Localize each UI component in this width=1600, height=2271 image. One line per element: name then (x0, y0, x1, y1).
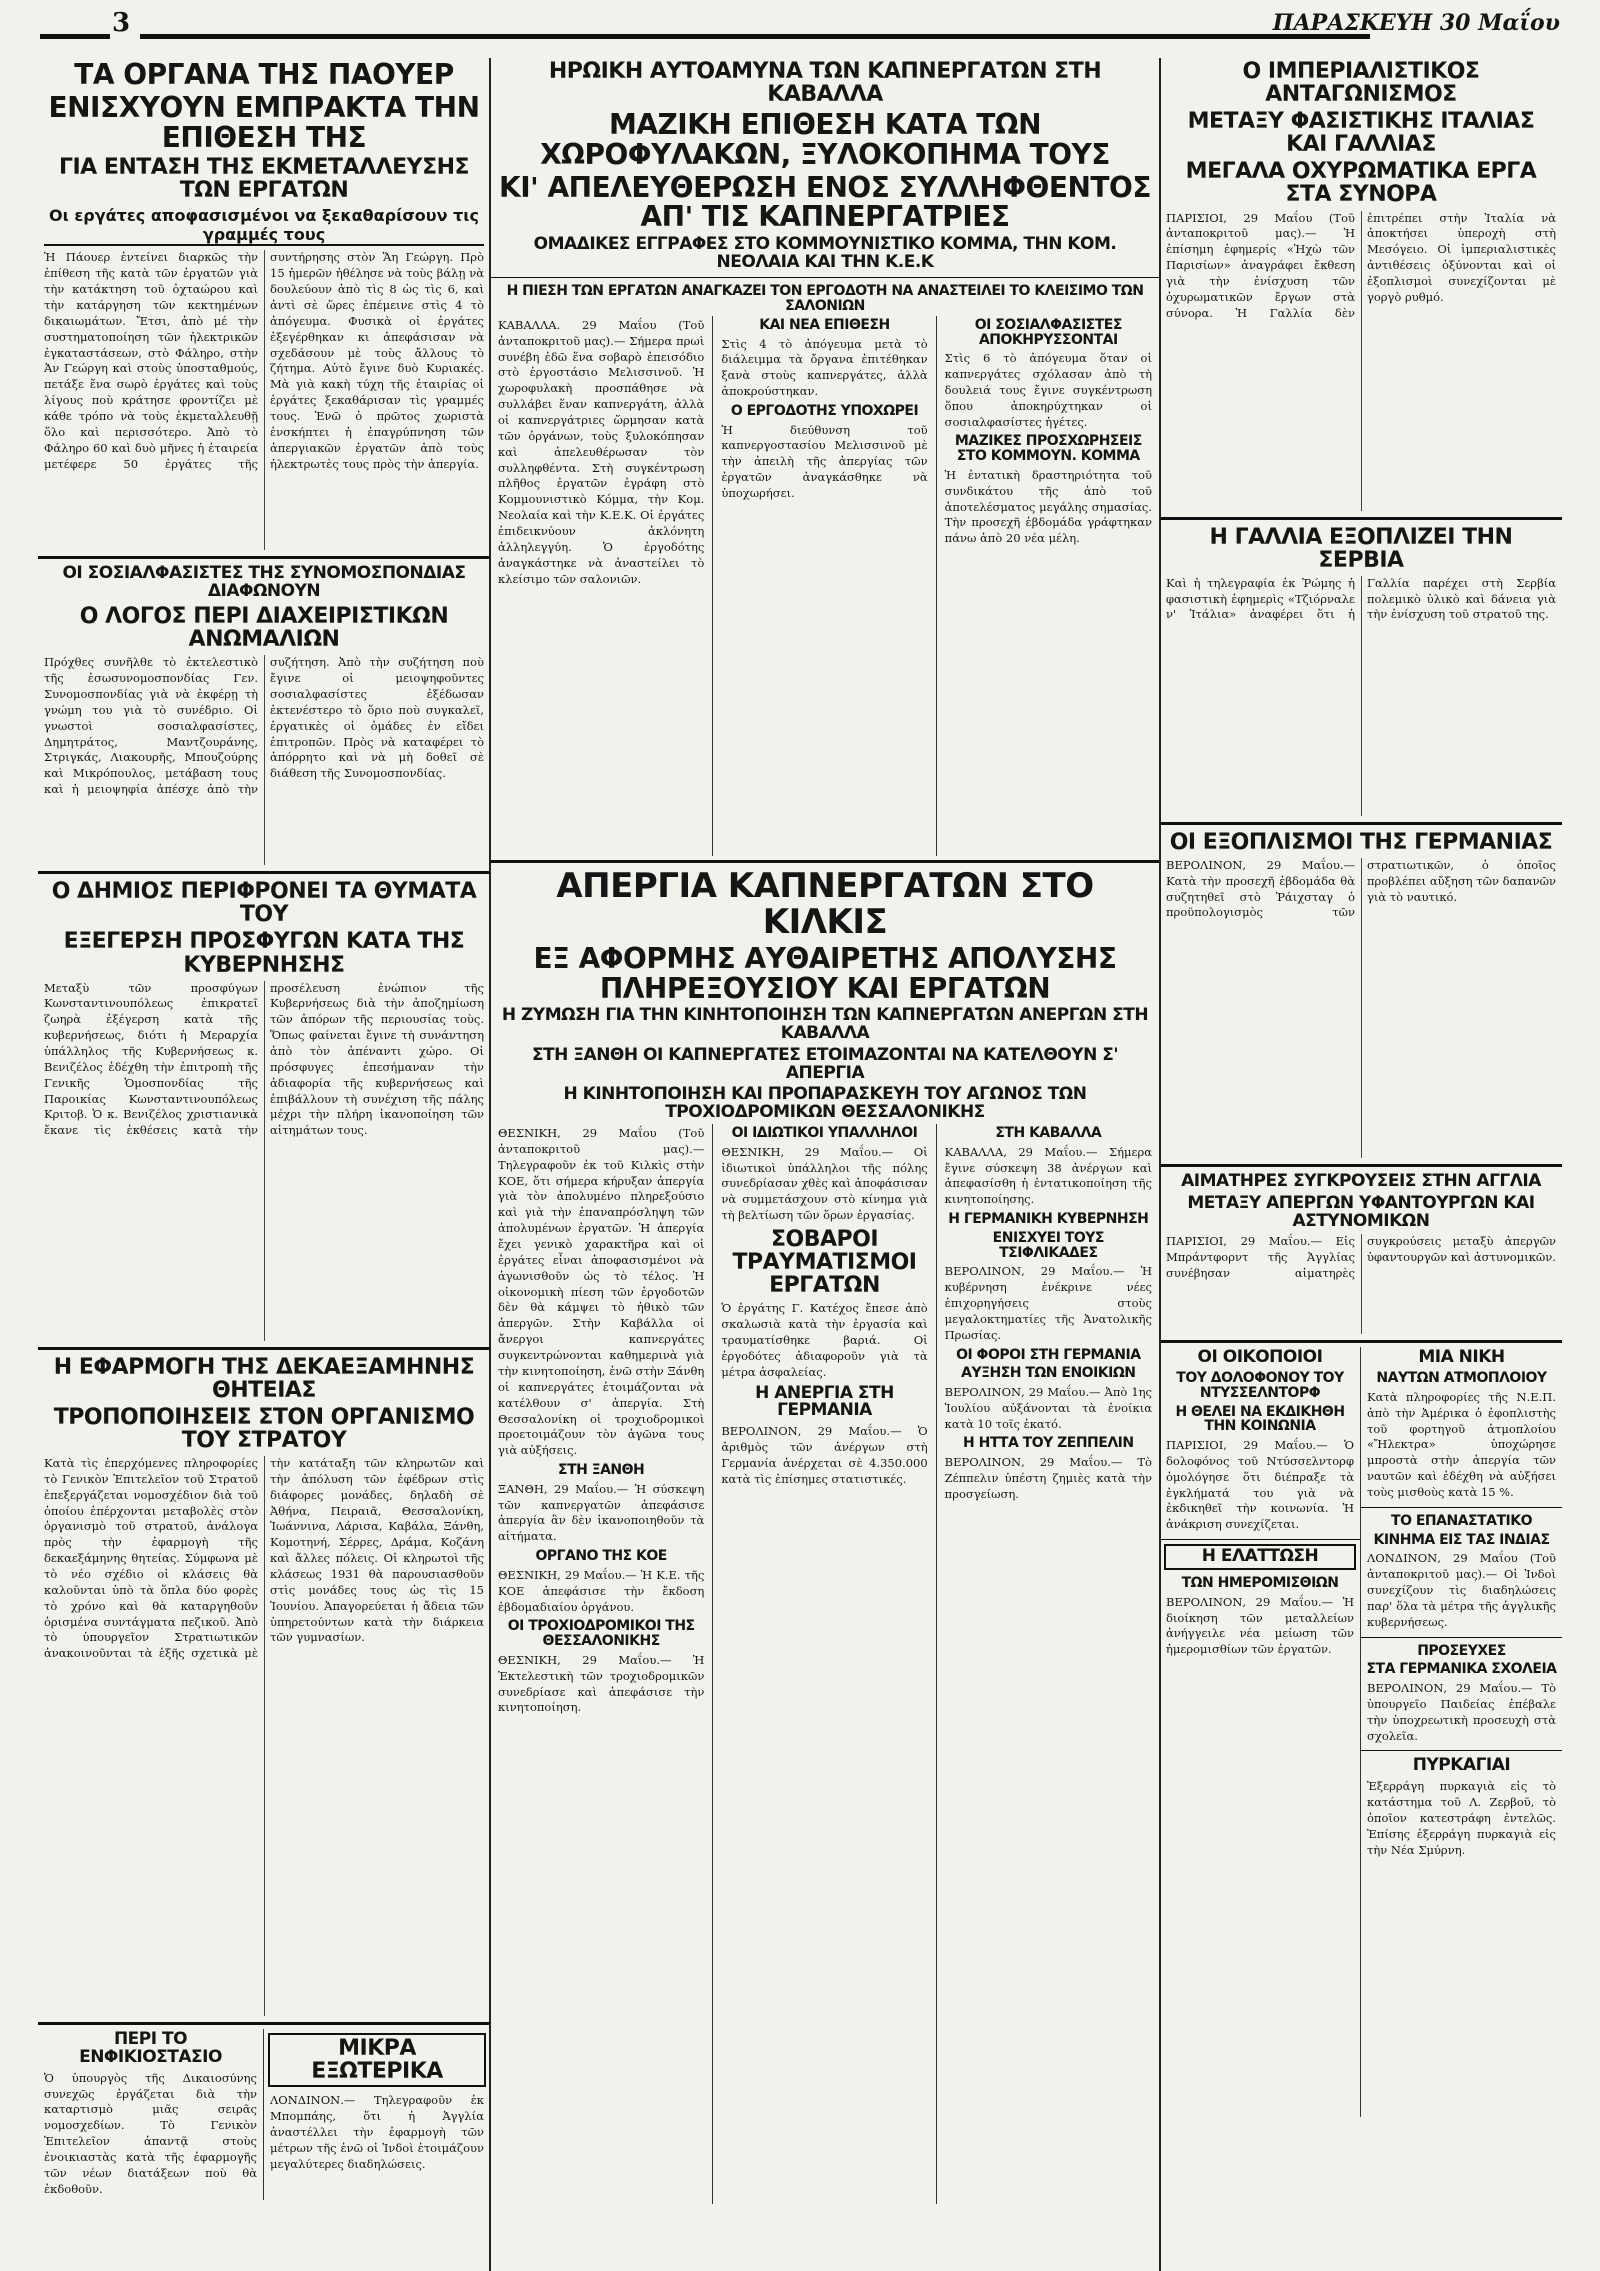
article-body: ΒΕΡΟΛΙΝΟΝ, 29 Μαΐου.— Ἡ κυβέρνηση ἐνέκρινε νέες ἐπιχορηγήσεις στοὺς μεγαλοκτηματίες τῆς Ἀνατολικῆς Πρωσίας. (944, 1264, 1152, 1342)
headline: ΗΡΩΙΚΗ ΑΥΤΟΑΜΥΝΑ ΤΩΝ ΚΑΠΝΕΡΓΑΤΩΝ ΣΤΗ ΚΑΒΑΛΛΑ (548, 59, 1102, 108)
headline: ΣΤΑ ΓΕΡΜΑΝΙΚΑ ΣΧΟΛΕΙΑ (1366, 1661, 1557, 1678)
column-right (1160, 58, 1562, 2271)
article-body: ΘΕΣΝΙΚΗ, 29 Μαΐου (Τοῦ ἀνταποκριτοῦ μας).— Τηλεγραφοῦν ἐκ τοῦ Κιλκὶς στὴν ΚΟΕ, ὅτι σήμερα κήρυξαν ἀπεργία γιὰ τὸν ἀπολυμένο πληρεξούσιο καὶ γιὰ τὴν ἐπαναπρόσληψη τῶν ἀπολυμένων ἐργατῶν. Ἡ ἀπεργία ἔχει γενικὸ χαρακτῆρα καὶ οἱ ἐργάτες εἶναι ἀποφασισμένοι νὰ ἀγωνισθοῦν ὡς τὸ τέλος. Ἡ οἰκονομικὴ πίεση τῶν ἐργοδοτῶν δὲν θὰ κάμψει τὸ ἠθικὸ τῶν ἀπεργῶν. Στὴν Καβάλλα οἱ ἄνεργοι καπνεργάτες συγκεντρώνονται καθημερινὰ γιὰ τὴν κινητοποίηση, ἐνῶ στὴν Ξάνθη οἱ καπνεργάτες ἑτοιμάζονται νὰ κατέλθουν σ' ἀπεργία. Στὴ Θεσσαλονίκη οἱ τροχιοδρομικοὶ προετοιμάζουν τὸν ἀγῶνα τους γιὰ αὐξήσεις. (498, 1126, 705, 1458)
article-body: Ὁ ὑπουργὸς τῆς Δικαιοσύνης συνεχῶς ἐργάζεται διὰ τὴν καταρτισμὸ μιᾶς σειρᾶς νομοσχεδίων. Τὸ Γενικὸν Ἐπιτελεῖον ἀπαντᾷ στοὺς ἐνοικιαστὰς κατὰ τῆς ἐφαρμογῆς τῶν νέων διατάξεων ποὺ θὰ ἐκδοθοῦν. (44, 2070, 257, 2196)
headline: ΕΞ ΑΦΟΡΜΗΣ ΑΥΘΑΙΡΕΤΗΣ ΑΠΟΛΥΣΗΣ ΠΛΗΡΕΞΟΥΣΙΟΥ ΚΑΙ ΕΡΓΑΤΩΝ (533, 942, 1117, 1005)
article-body: Μεταξὺ τῶν προσφύγων Κωνσταντινουπόλεως ἐπικρατεῖ ζωηρὰ ἐξέγερση κατὰ τῆς κυβερνήσεως, διότι ἡ Μεραρχία ὑπάλληλος τῆς Κυβερνήσεως κ. Βενιζέλος ἐδέχθη τὴν ἐπιτροπὴ τῆς Γενικῆς Ὁμοσπονδίας τῆς Παροικίας Κωνσταντινουπόλεως Κριτοβ. Ὁ κ. Βενιζέλος χριστιανικὰ ἔκανε τὶς ἐκθέσεις κατὰ τὴν προσέλευση ἐνώπιον τῆς Κυβερνήσεως διὰ τὴν ἀποζημίωση τῶν ἀπόρων τῆς περιουσίας τοὺς. Ὅπως φαίνεται ἔγινε τὴ συνάντηση ἀπὸ τὸν ἀπέναντι χώρο. Οἱ πρόσφυγες ἐπεσήμαναν τὴν ἀδιαφορία τῆς κυβερνήσεως καὶ ἐπιβάλλουν τὴ συνέχιση τῆς πάλης μέχρι τὴν πλήρη ἱκανοποίηση τῶν αἰτημάτων τους. (44, 980, 484, 1138)
article-brief (264, 2029, 490, 2200)
headline: ΠΥΡΚΑΓΙΑΙ (1412, 1755, 1511, 1776)
subheadline: ΜΑΖΙΚΕΣ ΠΡΟΣΧΩΡΗΣΕΙΣ ΣΤΟ ΚΟΜΜΟΥΝ. ΚΟΜΜΑ (954, 433, 1142, 465)
headline: Η ΚΙΝΗΤΟΠΟΙΗΣΗ ΚΑΙ ΠΡΟΠΑΡΑΣΚΕΥΗ ΤΟΥ ΑΓΩΝΟΣ ΤΩΝ ΤΡΟΧΙΟΔΡΟΜΙΚΩΝ ΘΕΣΣΑΛΟΝΙΚΗΣ (563, 1084, 1087, 1123)
subheadline: Η ΑΝΕΡΓΙΑ ΣΤΗ ΓΕΡΜΑΝΙΑ (755, 1382, 894, 1421)
article-columns (490, 316, 1160, 856)
headline: ΕΞΕΓΕΡΣΗ ΠΡΟΣΦΥΓΩΝ ΚΑΤΑ ΤΗΣ ΚΥΒΕΡΝΗΣΗΣ (63, 929, 465, 978)
article-body: ΒΕΡΟΛΙΝΟΝ, 29 Μαΐου.— Κατὰ τὴν προσεχῆ ἐβδομάδα θὰ συζητηθεῖ στὸ Ῥάιχσταγ ὁ προϋπολογισμὸς τῶν στρατιωτικῶν, ὁ ὁποῖος προβλέπει αὔξηση τῶν δαπανῶν γιὰ τὸ ναυτικό. (1166, 857, 1556, 920)
article-body: ΞΑΝΘΗ, 29 Μαΐου.— Ἡ σύσκεψη τῶν καπνεργατῶν ἀπεφάσισε ἀπεργία ἂν δὲν ἱκανοποιηθοῦν τὰ αἰτήματα. (498, 1481, 705, 1544)
page-number: 3 (112, 8, 131, 38)
article-body: ΒΕΡΟΛΙΝΟΝ, 29 Μαΐου.— Ὁ ἀριθμὸς τῶν ἀνέργων στὴ Γερμανία ἀνέρχεται σὲ 4.350.000 κατὰ τὶς ἐπίσημες στατιστικές. (721, 1424, 928, 1486)
headline: ΤΟ ΕΠΑΝΑΣΤΑΤΙΚΟ (1391, 1512, 1532, 1529)
headline: Η ΕΛΑΤΤΩΣΗ (1164, 1544, 1356, 1570)
headline: ΤΩΝ ΗΜΕΡΟΜΙΣΘΙΩΝ (1181, 1574, 1339, 1591)
headline: Η ΕΦΑΡΜΟΓΗ ΤΗΣ ΔΕΚΑΕΞΑΜΗΝΗΣ ΘΗΤΕΙΑΣ (53, 1354, 475, 1403)
article-body: Ἐξερράγη πυρκαγιὰ εἰς τὸ κατάστημα τοῦ Λ. Ζερβοῦ, τὸ ὁποῖον κατεστράφη ἐντελῶς. Ἐπίσης ἐξερράγη πυρκαγιὰ εἰς τὴν Νέα Σμύρνη. (1367, 1779, 1556, 1857)
bottom-briefs (38, 2029, 490, 2200)
headline: ΠΡΟΣΕΥΧΕΣ (1417, 1642, 1506, 1659)
article-body: ΚΑΒΑΛΛΑ. 29 Μαΐου (Τοῦ ἀνταποκριτοῦ μας).— Σήμερα πρωὶ συνέβη ἐδῶ ἕνα σοβαρὸ ἐπεισόδιο στὸ ἐργοστάσιο Μελισσινοῦ. Ἡ χωροφυλακὴ προσπάθησε νὰ συλλάβει ἕναν καπνεργάτη, ἀλλὰ οἱ καπνεργάτριες ὥρμησαν κατὰ τῶν ὀργάνων, τοὺς ξυλοκόπησαν καὶ ἀπελευθέρωσαν τὸν συλληφθέντα. Στὴ συγκέντρωση πλῆθος ἐργατῶν ἐγράφη στὸ Κομμουνιστικὸ Κόμμα, τὴν Κομ. Νεολαία καὶ τὴν Κ.Ε.Κ. Οἱ ἐργάτες ἐπιδεικνύουν ἀκλόνητη ἀλληλεγγύη. Ὁ ἐργοδότης ἀναγκάστηκε νὰ ἀναστείλει τὸ κλείσιμο τῶν σαλονιῶν. (498, 317, 705, 586)
headline: ΜΑΖΙΚΗ ΕΠΙΘΕΣΗ ΚΑΤΑ ΤΩΝ ΧΩΡΟΦΥΛΑΚΩΝ, ΞΥΛΟΚΟΠΗΜΑ ΤΟΥΣ (540, 108, 1110, 171)
article-body: ΒΕΡΟΛΙΝΟΝ, 29 Μαΐου.— Τὸ Ζέππελιν ὑπέστη ζημιὲς κατὰ τὴν προσγείωση. (944, 1455, 1152, 1501)
subheadline: Η ΓΕΡΜΑΝΙΚΗ ΚΥΒΕΡΝΗΣΗ (948, 1211, 1149, 1228)
article-body: ΚΑΒΑΛΛΑ, 29 Μαΐου.— Σήμερα ἔγινε σύσκεψη 38 ἀνέργων καὶ ἀπεφασίσθη ἡ ἐντατικοποίηση τῆς κινητοποίησης. (944, 1144, 1152, 1207)
article-body: ΘΕΣΝΙΚΗ, 29 Μαΐου.— Ἡ Κ.Ε. τῆς ΚΟΕ ἀπεφάσισε τὴν ἔκδοση ἑβδομαδιαίου ὀργάνου. (498, 1567, 705, 1614)
headline: ΟΙ ΣΟΣΙΑΛΦΑΣΙΣΤΕΣ ΤΗΣ ΣΥΝΟΜΟΣΠΟΝΔΙΑΣ ΔΙΑΦΩΝΟΥΝ (62, 563, 466, 602)
headline: ΑΙΜΑΤΗΡΕΣ ΣΥΓΚΡΟΥΣΕΙΣ ΣΤΗΝ ΑΓΓΛΙΑ (1181, 1170, 1541, 1191)
headline: Η ΠΙΕΣΗ ΤΩΝ ΕΡΓΑΤΩΝ ΑΝΑΓΚΑΖΕΙ ΤΟΝ ΕΡΓΟΔΟΤΗ ΝΑ ΑΝΑΣΤΕΙΛΕΙ ΤΟ ΚΛΕΙΣΙΜΟ ΤΩΝ ΣΑΛΟΝΙΩΝ (506, 283, 1144, 315)
bottom-briefs (1160, 1347, 1562, 2117)
headline: ΓΙΑ ΕΝΤΑΣΗ ΤΗΣ ΕΚΜΕΤΑΛΛΕΥΣΗΣ ΤΩΝ ΕΡΓΑΤΩΝ (58, 155, 470, 204)
headline: ΜΙΚΡΑ ΕΞΩΤΕΡΙΚΑ (268, 2033, 486, 2087)
headline: ΕΝΙΣΧΥΟΥΝ ΕΜΠΡΑΚΤΑ ΤΗΝ ΕΠΙΘΕΣΗ ΤΗΣ (48, 91, 480, 154)
subheadline: ΟΙ ΣΟΣΙΑΛΦΑΣΙΣΤΕΣ ΑΠΟΚΗΡΥΣΣΟΝΤΑΙ (974, 316, 1122, 348)
headline: ΑΠΕΡΓΙΑ ΚΑΠΝΕΡΓΑΤΩΝ ΣΤΟ ΚΙΛΚΙΣ (556, 866, 1094, 942)
subheadline: ΟΡΓΑΝΟ ΤΗΣ ΚΟΕ (535, 1548, 667, 1565)
subheadline: ΣΟΒΑΡΟΙ ΤΡΑΥΜΑΤΙΣΜΟΙ ΕΡΓΑΤΩΝ (732, 1227, 917, 1299)
article-brief (38, 2029, 264, 2200)
article-kavala-tobacco (490, 58, 1160, 856)
headline: ΟΙ ΟΙΚΟΠΟΙΟΙ (1197, 1347, 1323, 1368)
headline: ΟΜΑΔΙΚΕΣ ΕΓΓΡΑΦΕΣ ΣΤΟ ΚΟΜΜΟΥΝΙΣΤΙΚΟ ΚΟΜΜΑ, ΤΗΝ ΚΟΜ. ΝΕΟΛΑΙΑ ΚΑΙ ΤΗΝ Κ.Ε.Κ (533, 233, 1117, 272)
article-body: ΒΕΡΟΛΙΝΟΝ, 29 Μαΐου.— Τὸ ὑπουργεῖο Παιδείας ἐπέβαλε τὴν ὑποχρεωτικὴ προσευχὴ στὰ σχολεῖα. (1367, 1680, 1556, 1743)
subheadline: ΕΝΙΣΧΥΕΙ ΤΟΥΣ ΤΣΙΦΛΙΚΑΔΕΣ (992, 1229, 1104, 1261)
headline: ΜΕΤΑΞΥ ΦΑΣΙΣΤΙΚΗΣ ΙΤΑΛΙΑΣ ΚΑΙ ΓΑΛΛΙΑΣ (1187, 109, 1535, 158)
article-body: ΛΟΝΔΙΝΟΝ, 29 Μαΐου (Τοῦ ἀνταποκριτοῦ μας).— Οἱ Ἰνδοὶ συνεχίζουν τὶς διαδηλώσεις παρ' ὅλα τὰ μέτρα τῆς ἀγγλικῆς κυβερνήσεως. (1367, 1551, 1556, 1629)
subheadline: Ο ΕΡΓΟΔΟΤΗΣ ΥΠΟΧΩΡΕΙ (730, 402, 919, 419)
article-body: Ὁ ἐργάτης Γ. Κατέχος ἔπεσε ἀπὸ σκαλωσιὰ κατὰ τὴν ἐργασία καὶ τραυματίσθηκε βαριά. Οἱ ἐργοδότες ἀδιαφοροῦν γιὰ τὰ μέτρα ἀσφαλείας. (721, 1301, 928, 1379)
headline: ΜΙΑ ΝΙΚΗ (1418, 1347, 1505, 1368)
article-imperialist-rivalry (1160, 58, 1562, 513)
headline: ΝΑΥΤΩΝ ΑΤΜΟΠΛΟΙΟΥ (1376, 1370, 1547, 1387)
headline: Η ΘΕΛΕΙ ΝΑ ΕΚΔΙΚΗΘΗ ΤΗΝ ΚΟΙΝΩΝΙΑ (1175, 1403, 1345, 1435)
article-social-fascists (38, 563, 490, 867)
article-body: Πρόχθες συνῆλθε τὸ ἐκτελεστικὸ τῆς ἐσωσυνομοσπονδίας Γεν. Συνομοσπονδίας γιὰ νὰ ἐκφέρῃ τὴ γνώμη του γιὰ τὸ συνέδριο. Οἱ γνωστοὶ σοσιαλφασίστες, Δημητράτος, Μαντζουράνης, Στριγκάς, Λιακουρῆς, Μπουζούρης καὶ Μικρόπουλος, μετάβαση τους καὶ ἡ μειοψηφία ἀπέσχε ἀπὸ τὴν συζήτηση. Ἀπὸ τὴν συζήτηση ποὺ ἔγινε οἱ μειοψηφοῦντες σοσιαλφασίστες ἐξέδωσαν ἐκτενέστερο τὸ ὅριο ποὺ συγκαλεῖ, ἐργατικὲς οἱ ὁμάδες ἐν εἴδει ἐπιτροπῶν. Πρὸς νὰ καταφέρει τὸ ἀπόρρητο καὶ νὰ μὴ δοθεῖ σὲ διάθεση τῆς Συνομοσπονδίας. (44, 655, 484, 797)
column-center (490, 58, 1160, 2271)
subheadline: Οι εργάτες αποφασισμένοι να ξεκαθαρίσουν τις γραμμές τους (44, 206, 484, 246)
article-body: ΘΕΣΝΙΚΗ, 29 Μαΐου.— Ἡ Ἐκτελεστικὴ τῶν τροχιοδρομικῶν συνεδρίασε καὶ ἀπεφάσισε τὴν κινητοποίηση. (498, 1652, 705, 1715)
subheadline: ΣΤΗ ΞΑΝΘΗ (558, 1462, 645, 1479)
headline: ΜΕΤΑΞΥ ΑΠΕΡΓΩΝ ΥΦΑΝΤΟΥΡΓΩΝ ΚΑΙ ΑΣΤΥΝΟΜΙΚΩΝ (1187, 1192, 1535, 1231)
article-body: Ἡ διεύθυνση τοῦ καπνεργοστασίου Μελισσινοῦ μὲ τὴν ἀπειλὴ τῆς ἀπεργίας τῶν ἐργατῶν ἀναγκάσθηκε νὰ ὑποχωρήσει. (721, 422, 928, 501)
article-france-serbia (1160, 524, 1562, 818)
headline: Η ΓΑΛΛΙΑ ΕΞΟΠΛΙΖΕΙ ΤΗΝ ΣΕΡΒΙΑ (1209, 524, 1513, 573)
headline: ΤΟΥ ΔΟΛΟΦΟΝΟΥ ΤΟΥ ΝΤΥΣΣΕΛΝΤΟΡΦ (1176, 1370, 1344, 1401)
article-body: ΠΑΡΙΣΙΟΙ, 29 Μαΐου.— Εἰς Μπράντφορντ τῆς Ἀγγλίας συνέβησαν αἱματηρὲς συγκρούσεις μεταξὺ ἀπεργῶν ὑφαντουργῶν καὶ ἀστυνομικῶν. (1166, 1234, 1556, 1281)
headline: ΤΑ ΟΡΓΑΝΑ ΤΗΣ ΠΑΟΥΕΡ (74, 58, 454, 91)
headline: ΚΙΝΗΜΑ ΕΙΣ ΤΑΣ ΙΝΔΙΑΣ (1373, 1531, 1550, 1548)
article-power-company (38, 58, 490, 552)
subheadline: ΟΙ ΤΡΟΧΙΟΔΡΟΜΙΚΟΙ ΤΗΣ ΘΕΣΣΑΛΟΝΙΚΗΣ (507, 1618, 695, 1650)
article-body: ΠΑΡΙΣΙΟΙ, 29 Μαΐου.— Ὁ δολοφόνος τοῦ Ντύσσελντορφ ὁμολόγησε ὅτι διέπραξε τὰ ἐγκλήματά του γιὰ νὰ ἐκδικηθεῖ τὴν κοινωνία. Ἡ ἀνάκριση συνεχίζεται. (1166, 1437, 1354, 1532)
article-body: ΘΕΣΝΙΚΗ, 29 Μαΐου.— Οἱ ἰδιωτικοὶ ὑπάλληλοι τῆς πόλης συνεδρίασαν χθὲς καὶ ἀποφάσισαν νὰ συμμετάσχουν στὸ κίνημα γιὰ τὴ βελτίωση τῶν ὅρων ἐργασίας. (721, 1144, 928, 1223)
subheadline: ΑΥΞΗΣΗ ΤΩΝ ΕΝΟΙΚΙΩΝ (961, 1365, 1136, 1382)
article-body: ΛΟΝΔΙΝΟΝ.— Τηλεγραφοῦν ἐκ Μπομπάης, ὅτι ἡ Ἀγγλία ἀναστέλλει τὴν ἐφαρμογὴ τῶν μέτρων τῆς ἐνῶ οἱ Ἰνδοὶ ἑτοιμάζουν μεγαλύτερες διαδηλώσεις. (270, 2093, 484, 2171)
column-left (38, 58, 490, 2271)
subheadline: ΟΙ ΙΔΙΩΤΙΚΟΙ ΥΠΑΛΛΗΛΟΙ (731, 1125, 918, 1142)
article-england-clashes (1160, 1171, 1562, 1337)
subheadline: ΣΤΗ ΚΑΒΑΛΛΑ (995, 1125, 1102, 1142)
article-body: Καὶ ἡ τηλεγραφία ἐκ Ῥώμης ἡ φασιστικὴ ἐφημερὶς «Τζιόρναλε ν' Ἰτάλια» ἀναφέρει ὅτι ἡ Γαλλία παρέχει στὴ Σερβία πολεμικὸ ὑλικὸ καὶ δάνεια γιὰ τὴν ἐνίσχυση τοῦ στρατοῦ της. (1166, 575, 1556, 622)
masthead-rule (140, 34, 1370, 39)
article-kilkis-strike (490, 867, 1160, 2204)
headline: ΤΡΟΠΟΠΟΙΗΣΕΙΣ ΣΤΟΝ ΟΡΓΑΝΙΣΜΟ ΤΟΥ ΣΤΡΑΤΟΥ (53, 1404, 475, 1453)
article-german-armament (1160, 829, 1562, 1160)
article-body: Στὶς 6 τὸ ἀπόγευμα ὅταν οἱ καπνεργάτες σχόλασαν ἀπὸ τὴ δουλειά τους ἔγινε συγκέντρωση ὅπου ἀποκηρύχτηκαν οἱ σοσιαλφασίστες ἡγέτες. (944, 351, 1152, 429)
headline: Ο ΙΜΠΕΡΙΑΛΙΣΤΙΚΟΣ ΑΝΤΑΓΩΝΙΣΜΟΣ (1242, 59, 1480, 108)
headline: ΚΙ' ΑΠΕΛΕΥΘΕΡΩΣΗ ΕΝΟΣ ΣΥΛΛΗΦΘΕΝΤΟΣ ΑΠ' ΤΙΣ ΚΑΠΝΕΡΓΑΤΡΙΕΣ (499, 170, 1151, 234)
article-body: Ἡ Πάουερ ἐντείνει διαρκῶς τὴν ἐπίθεση τῆς κατὰ τῶν ἐργατῶν γιὰ τὴν κατάκτηση τοῦ ὀχταώρου καὶ τὴν κατάργηση τῶν κεκτημένων δικαιωμάτων. Ἔτσι, ἀπὸ μέ τὴν συστηματοποίηση τῶν ἠλεκτρικῶν ἐγκαταστάσεων, στὸ Φάληρο, στὴν Ἀν Γεώργη καὶ στοὺς ὑποσταθμούς, πετάξε ἕνα σωρὸ ἐργάτες καὶ τοὺς λίγους ποὺ κράτησε φροντίζει μὲ κάθε τρόπο νὰ τοὺς ἐκμεταλλευθῇ ὅλο καὶ περισσότερο. Ἀπὸ τὸ Φάληρο 60 καὶ δυὸ μῆνες ἡ ἑταιρεία μετέφερε 50 ἐργάτες τῆς συντήρησης στὸν Ἅη Γεώργη. Πρὸ 15 ἡμερῶν ἠθέλησε νὰ τοὺς βάλῃ νὰ δουλεύουν ἀπὸ τὶς 8 ὡς τὶς 6, καὶ ἀντὶ σὲ ὥρες ἐπέμεινε στὶς 4 τὸ ἀπόγευμα. Φυσικὰ οἱ ἐργάτες ἐξεγέρθηκαν κι ἀπεφάσισαν νὰ σχεδάσουν μὲ τοὺς ἄλλους τὸ ζήτημα. Αὐτὸ ἔγινε δυὸ Κυριακές. Μὰ γιὰ κακὴ τύχη τῆς ἑταιρίας οἱ ἐργάτες ξεκαθάρισαν τὶς γραμμές τους. Ἐνῶ ὁ πρῶτος χωριστὰ ἐνσκήπτει ἡ ἐπαγρύπνηση τῶν ἀπεργιακῶν ἐργατῶν ἀπὸ τοὺς ἠλεκτρωτὲς τους πρὸς τὴν ἀπεργία. (44, 250, 484, 471)
article-army-service (38, 1354, 490, 2018)
article-body: Ἡ ἐντατικὴ δραστηριότητα τοῦ συνδικάτου τῆς ἀπὸ τοῦ ἀποτελέσματος μεγάλης σημασίας. Τὴν προσεχῆ ἑβδομάδα γράφτηκαν πάνω ἀπὸ 20 νέα μέλη. (944, 467, 1152, 546)
article-refugees (38, 878, 490, 1342)
headline: Ο ΔΗΜΙΟΣ ΠΕΡΙΦΡΟΝΕΙ ΤΑ ΘΥΜΑΤΑ ΤΟΥ (51, 879, 477, 928)
masthead (0, 0, 1600, 58)
headline: ΜΕΓΑΛΑ ΟΧΥΡΩΜΑΤΙΚΑ ΕΡΓΑ ΣΤΑ ΣΥΝΟΡΑ (1185, 159, 1537, 208)
article-columns (490, 1124, 1160, 2204)
article-body: Κατὰ τὶς ἐπερχόμενες πληροφορίες τὸ Γενικὸν Ἐπιτελεῖον τοῦ Στρατοῦ ἐπεξεργάζεται νομοσχέδιον διὰ τοῦ ὁποίου ἐπέρχονται μεταβολὲς στὸν ὀργανισμὸ τοῦ στρατοῦ, ἀνάλογα πρὸς τὴν ἐφαρμογὴ τῆς δεκαεξάμηνης θητείας. Σύμφωνα μὲ τὸ νέο σχέδιο οἱ κλάσεις θὰ καλοῦνται ὑπὸ τὰ ὅπλα δύο φορὲς τὸ χρόνο καὶ θὰ καταργηθοῦν ὁρισμένα συντάγματα πεζικοῦ. Ἀπὸ τὸ ὑπουργεῖον Στρατιωτικῶν ἀνακοινοῦνται τὰ ἑξῆς σχετικὰ μὲ τὴν κατάταξη τῶν κληρωτῶν καὶ τὴν ἀπόλυση τῶν ἐφέδρων στὶς διάφορες μονάδες, δηλαδὴ σὲ Ἀθήνα, Πειραιᾶ, Θεσσαλονίκη, Ἰωάννινα, Λάρισα, Καβάλα, Ξάνθη, Κομοτηνή, Σέρρες, Δράμα, Κοζάνη καὶ ἄλλες πόλεις. Οἱ κληρωτοὶ τῆς κλάσεως 1931 θὰ παρουσιασθοῦν στὶς μονάδες τους ὡς τὶς 15 Ἰουνίου. Ἀπαγορεύεται ἡ ἄδεια τῶν ὑπηρετούντων κατὰ τὴν διάρκεια τῶν γυμνασίων. (44, 1455, 484, 1661)
article-body: Στὶς 4 τὸ ἀπόγευμα μετὰ τὸ διάλειμμα τὰ ὄργανα ἐπιτέθηκαν ξανὰ στοὺς καπνεργάτες, ἀλλὰ ἀποκρούστηκαν. (721, 336, 928, 399)
article-body: ΒΕΡΟΛΙΝΟΝ, 29 Μαΐου.— Ἡ διοίκηση τῶν μεταλλείων ἀνήγγειλε νέα μείωση τῶν ἡμερομισθίων τῶν ἐργατῶν. (1166, 1594, 1354, 1657)
headline: ΟΙ ΕΞΟΠΛΙΣΜΟΙ ΤΗΣ ΓΕΡΜΑΝΙΑΣ (1169, 829, 1553, 855)
masthead-rule-left (40, 34, 110, 39)
issue-date: ΠΑΡΑΣΚΕΥΗ 30 Μαΐου (1272, 10, 1560, 36)
article-body: ΒΕΡΟΛΙΝΟΝ, 29 Μαΐου.— Ἀπὸ 1ης Ἰουλίου αὐξάνονται τὰ ἐνοίκια κατὰ 10 τοῖς ἑκατό. (944, 1384, 1152, 1431)
headline: ΠΕΡΙ ΤΟ ΕΝΦΙΚΙΟΣΤΑΣΙΟ (79, 2028, 222, 2067)
article-body: Κατὰ πληροφορίες τῆς Ν.Ε.Π. ἀπὸ τὴν Ἀμέρικα ὁ ἐφοπλιστὴς τοῦ φορτηγοῦ ἀτμοπλοίου «Ἤλεκτρα» ὑποχώρησε μπροστὰ στὴν ἀπεργία τῶν ναυτῶν καὶ ἐδέχθη νὰ αὐξήσει τοὺς μισθοὺς κατὰ 15 %. (1367, 1389, 1556, 1500)
headline: Ο ΛΟΓΟΣ ΠΕΡΙ ΔΙΑΧΕΙΡΙΣΤΙΚΩΝ ΑΝΩΜΑΛΙΩΝ (79, 604, 449, 653)
subheadline: ΚΑΙ ΝΕΑ ΕΠΙΘΕΣΗ (759, 316, 890, 333)
subheadline: Η ΗΤΤΑ ΤΟΥ ΖΕΠΠΕΛΙΝ (963, 1435, 1134, 1452)
subheadline: ΟΙ ΦΟΡΟΙ ΣΤΗ ΓΕΡΜΑΝΙΑ (956, 1346, 1141, 1363)
headline: ΣΤΗ ΞΑΝΘΗ ΟΙ ΚΑΠΝΕΡΓΑΤΕΣ ΕΤΟΙΜΑΖΟΝΤΑΙ ΝΑ ΚΑΤΕΛΘΟΥΝ Σ' ΑΠΕΡΓΙΑ (531, 1044, 1119, 1083)
article-body: ΠΑΡΙΣΙΟΙ, 29 Μαΐου (Τοῦ ἀνταποκριτοῦ μας).— Ἡ ἐπίσημη ἐφημερίς «Ἠχὼ τῶν Παρισίων» ἀναγράφει ἔκθεση γιὰ τὴν ἐνίσχυση τῶν ὀχυρωματικῶν ἔργων στὰ σύνορα. Ἡ Γαλλία δὲν ἐπιτρέπει στὴν Ἰταλία νὰ ἀποκτήσει ὑπεροχὴ στὴ Μεσόγειο. Οἱ ἱμπεριαλιστικὲς ἀντιθέσεις ὀξύνονται καὶ οἱ ἐξοπλισμοὶ συνεχίζονται μὲ γοργὸ ρυθμό. (1166, 210, 1556, 320)
headline: Η ΖΥΜΩΣΗ ΓΙΑ ΤΗΝ ΚΙΝΗΤΟΠΟΙΗΣΗ ΤΩΝ ΚΑΠΝΕΡΓΑΤΩΝ ΑΝΕΡΓΩΝ ΣΤΗ ΚΑΒΑΛΛΑ (501, 1004, 1149, 1043)
